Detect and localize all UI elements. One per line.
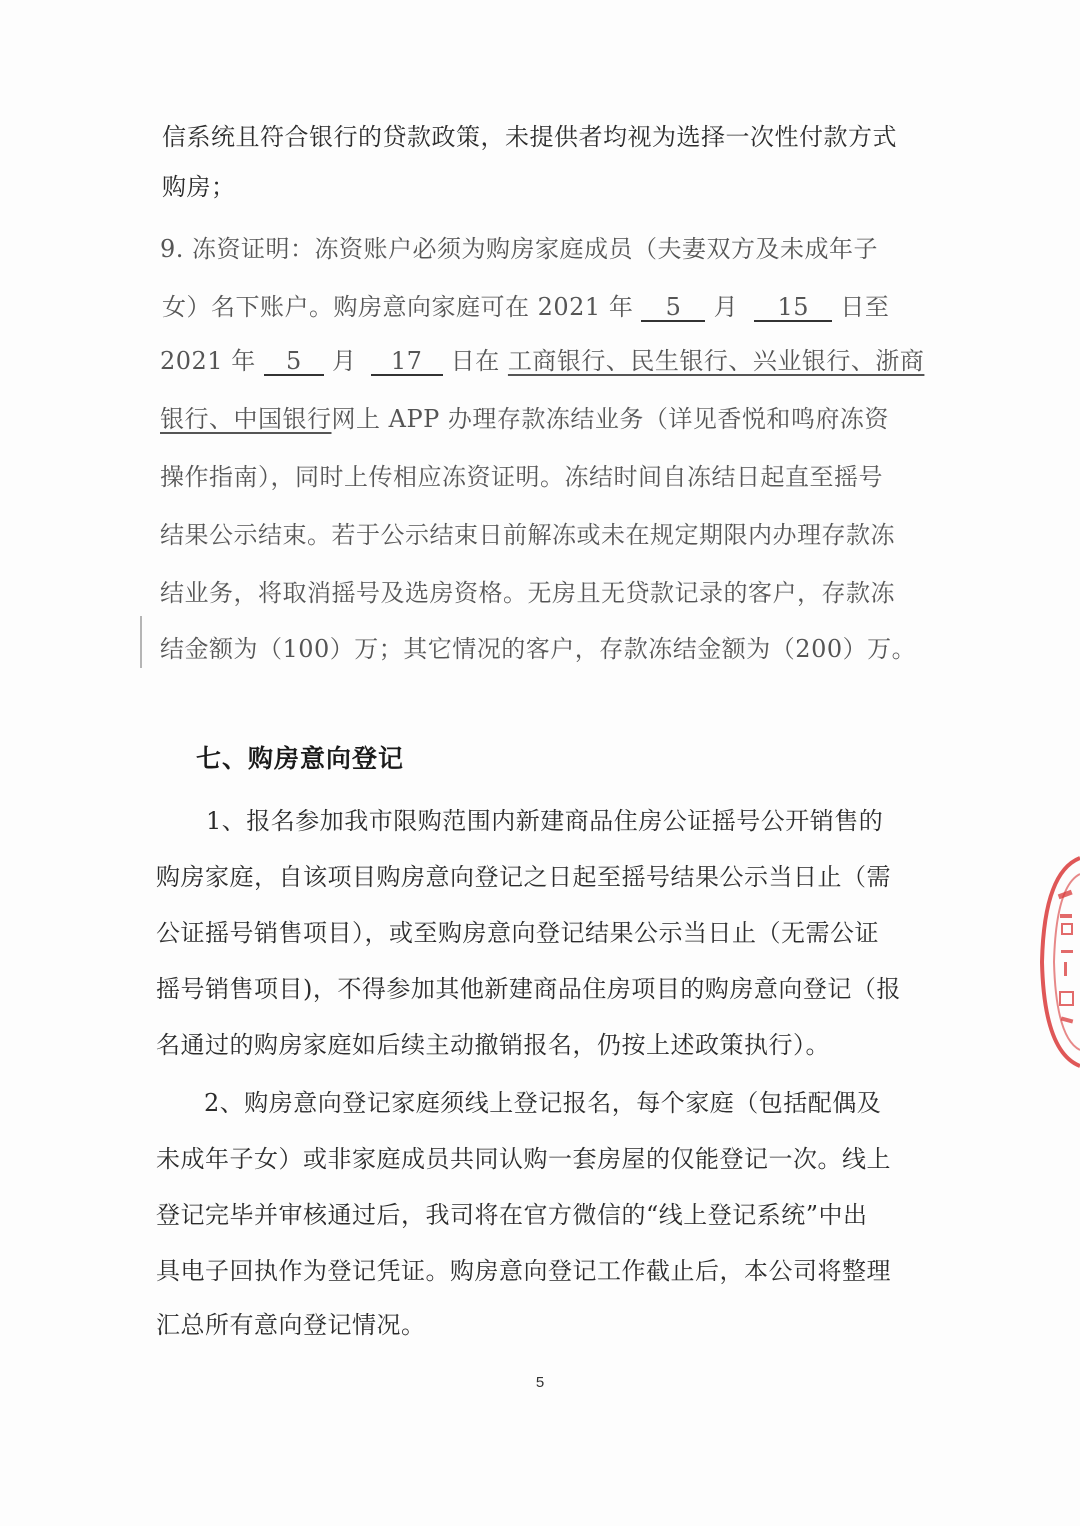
end-month-value: 5	[264, 348, 324, 376]
item9-line6: 结果公示结束。若于公示结束日前解冻或未在规定期限内办理存款冻	[160, 521, 895, 549]
s7-p2-line: 汇总所有意向登记情况。	[156, 1311, 426, 1339]
item9-line8: 结金额为（100）万；其它情况的客户，存款冻结金额为（200）万。	[160, 635, 917, 663]
item9-line2	[162, 292, 889, 322]
s7-p2-line: 2、购房意向登记家庭须线上登记报名，每个家庭（包括配偶及	[204, 1089, 882, 1117]
item9-line2-prefix: 女）名下账户。购房意向家庭可在 2021 年	[162, 293, 634, 321]
day-to-label: 日至	[840, 293, 890, 321]
s7-p2-line: 具电子回执作为登记凭证。购房意向登记工作截止后，本公司将整理	[156, 1257, 891, 1285]
s7-p1-line: 购房家庭，自该项目购房意向登记之日起至摇号结果公示当日止（需	[156, 863, 891, 891]
s7-p1-line: 名通过的购房家庭如后续主动撤销报名，仍按上述政策执行）。	[156, 1031, 830, 1059]
s7-p1-line: 公证摇号销售项目），或至购房意向登记结果公示当日止（无需公证	[156, 919, 879, 947]
item9-line3	[160, 346, 924, 376]
item9-line4-suffix: 网上 APP 办理存款冻结业务（详见香悦和鸣府冻资	[331, 405, 889, 433]
section-heading: 七、购房意向登记	[196, 744, 405, 773]
banks-list-1: 工商银行、民生银行、兴业银行、浙商	[507, 347, 925, 375]
start-month-value: 5	[641, 294, 705, 322]
item9-line1: 9. 冻资证明：冻资账户必须为购房家庭成员（夫妻双方及未成年子	[160, 235, 879, 263]
text-line: 购房；	[162, 173, 236, 201]
end-day-value: 17	[371, 348, 443, 376]
page-number: 5	[535, 1374, 545, 1391]
item9-line7: 结业务，将取消摇号及选房资格。无房且无贷款记录的客户，存款冻	[160, 579, 895, 607]
item9-line4	[160, 404, 889, 434]
s7-p1-line: 摇号销售项目)，不得参加其他新建商品住房项目的购房意向登记（报	[156, 975, 901, 1003]
start-day-value: 15	[754, 294, 832, 322]
item9-line5: 操作指南），同时上传相应冻资证明。冻结时间自冻结日起直至摇号	[160, 463, 883, 491]
s7-p1-line: 1、报名参加我市限购范围内新建商品住房公证摇号公开销售的	[206, 807, 884, 835]
s7-p2-line: 登记完毕并审核通过后，我司将在官方微信的“线上登记系统”中出	[156, 1201, 868, 1229]
margin-change-bar	[140, 616, 142, 668]
month-label: 月	[332, 347, 357, 375]
month-label: 月	[713, 293, 739, 321]
text-line: 信系统且符合银行的贷款政策，未提供者均视为选择一次性付款方式	[162, 123, 897, 151]
s7-p2-line: 未成年子女）或非家庭成员共同认购一套房屋的仅能登记一次。线上	[156, 1145, 891, 1173]
end-year: 2021 年	[160, 347, 256, 375]
seal-stamp-icon	[1034, 852, 1080, 1072]
day-at-label: 日在	[450, 347, 500, 375]
banks-list-2: 银行、中国银行	[160, 405, 332, 433]
